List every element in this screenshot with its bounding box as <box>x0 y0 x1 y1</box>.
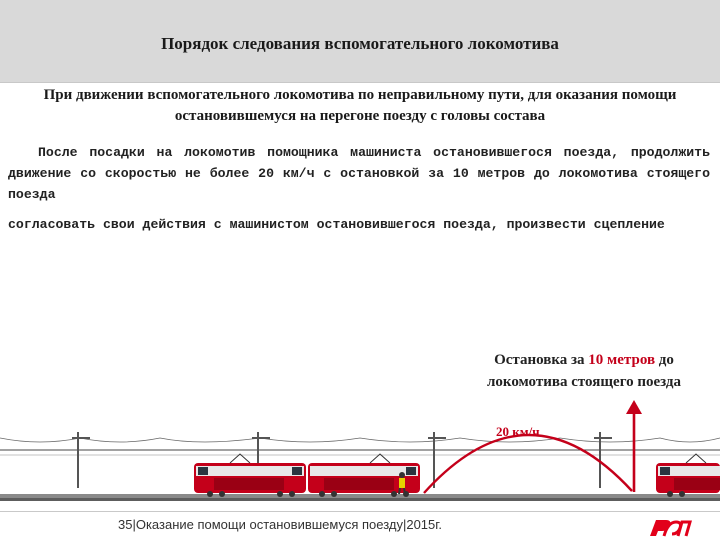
railway-diagram <box>0 400 720 510</box>
catenary-wires <box>0 438 720 455</box>
stop-note-highlight: 10 метров <box>588 352 656 368</box>
slide-title: Порядок следования вспомогательного локомотива <box>161 34 559 53</box>
procedure-paragraph-2: согласовать свои действия с машинистом остановившегося поезда, произвести сцепление <box>8 217 665 232</box>
stop-note-line2: локомотива стоящего поезда <box>486 374 682 390</box>
rzd-logo-icon <box>646 514 692 540</box>
standing-train-locomotive <box>656 454 720 497</box>
stop-distance-note <box>456 349 712 393</box>
stop-arrow <box>626 400 642 492</box>
slide-subtitle: При движении вспомогательного локомотива по неправильному пути, для оказания помощи остановившемуся на перегоне поезду с головы состава <box>43 87 677 124</box>
stop-note-prefix: Остановка за <box>494 352 585 368</box>
slide-footer: 35|Оказание помощи остановившемуся поезду|2015г. <box>118 517 443 532</box>
speed-label: 20 км/ч <box>496 424 540 439</box>
footer-divider <box>0 511 720 512</box>
stop-note-suffix: до <box>658 352 674 368</box>
assisting-locomotive <box>194 454 420 497</box>
procedure-paragraph-1: После посадки на локомотив помощника машиниста остановившегося поезда, продолжить движение со скоростью не более 20 км/ч с остановкой за 10 метров до локомотива стоящего поезда <box>8 145 710 202</box>
slide-header <box>0 0 720 83</box>
railway-track <box>0 494 720 501</box>
